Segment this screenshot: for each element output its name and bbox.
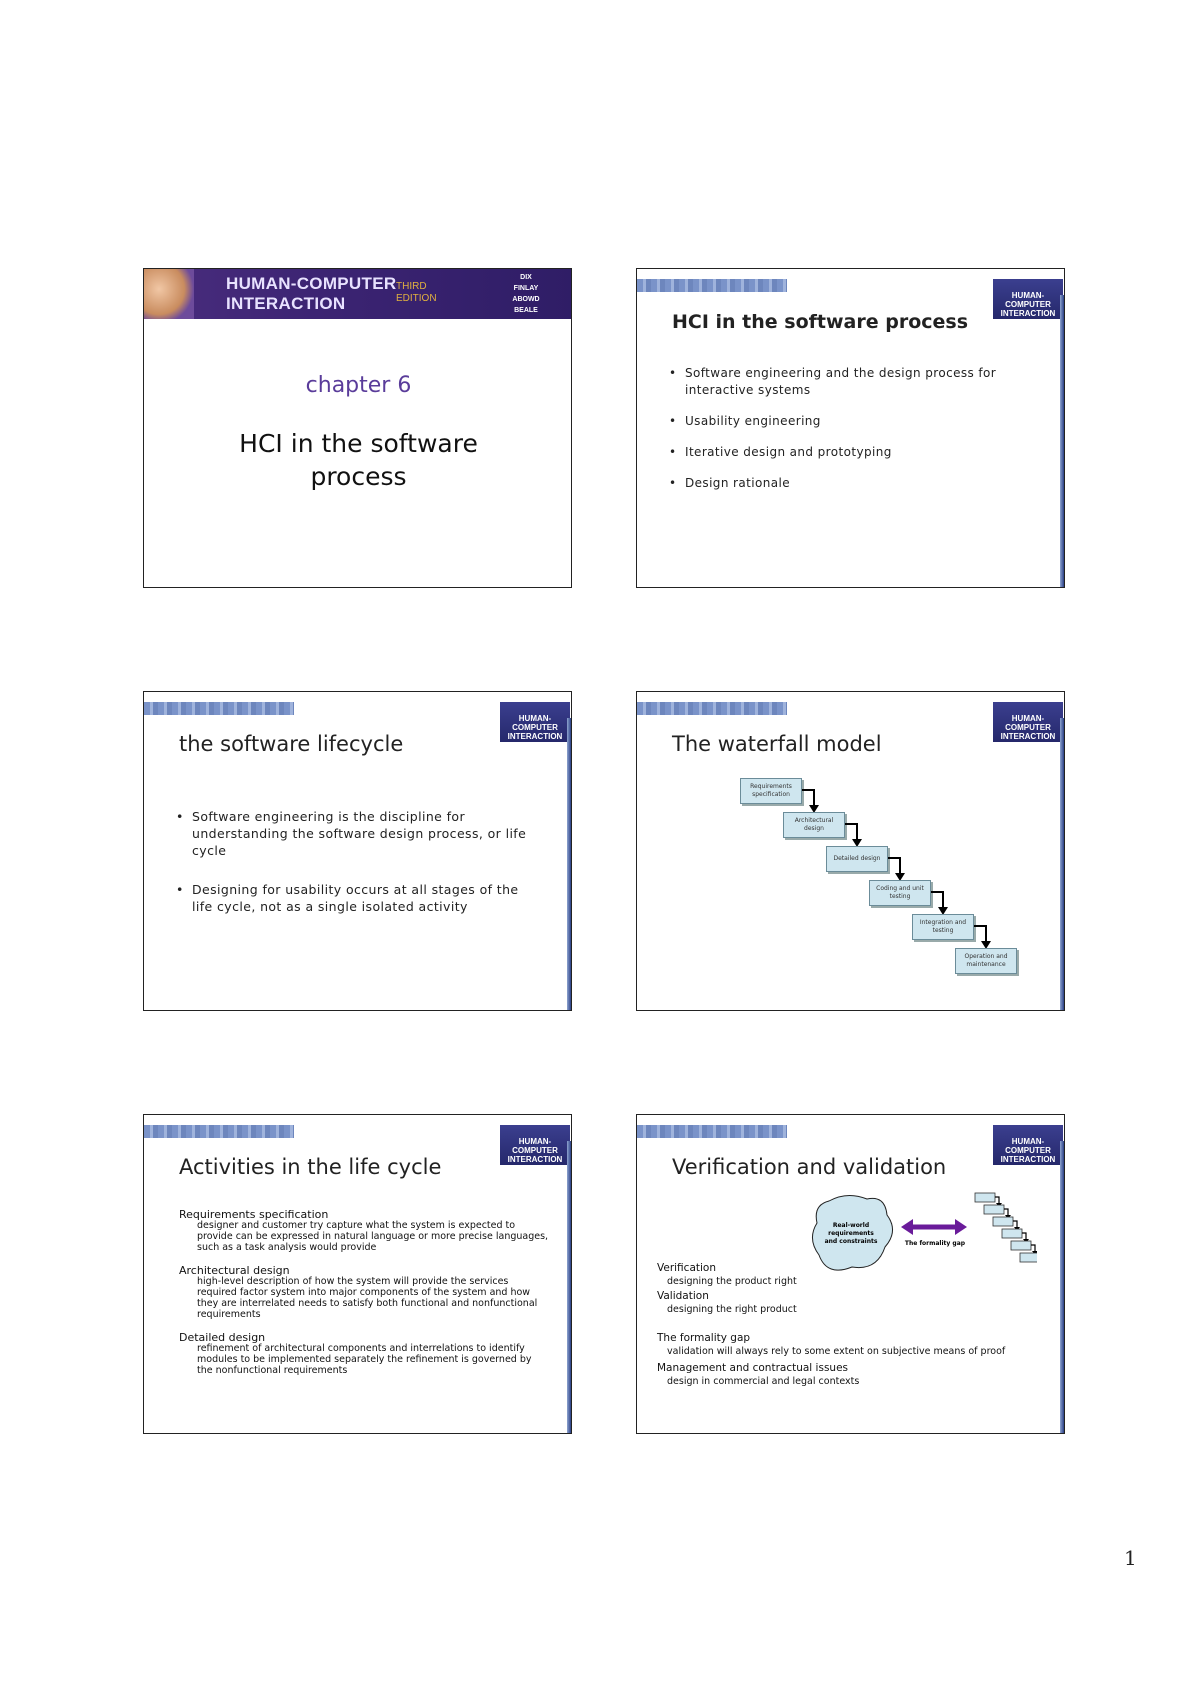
title-line-1: HCI in the software xyxy=(239,429,478,458)
bullet-list xyxy=(669,365,1029,506)
logo-line-2: INTERACTION xyxy=(507,1155,563,1164)
slide-overview xyxy=(636,268,1065,588)
section-body: high-level description of how the system will provide the services required factor system into major components of the system and how they are interrelated needs to satisfy both functional and nonfunctional requirements xyxy=(197,1276,538,1320)
hci-logo xyxy=(993,1125,1063,1165)
section-body: designer and customer try capture what the system is expected to provide can be expressed in natural language or more precise languages, such as a task analysis would provide xyxy=(197,1220,549,1253)
waterfall-step: Architectural design xyxy=(783,812,845,838)
item-body: validation will always rely to some extent on subjective means of proof xyxy=(667,1346,1006,1357)
slide-edge xyxy=(567,1141,571,1434)
banner-edition: THIRD EDITION xyxy=(396,281,437,304)
chapter-label: chapter 6 xyxy=(305,373,412,398)
header-stripe xyxy=(144,702,294,715)
mini-waterfall-step xyxy=(1011,1241,1031,1250)
section-heading: Detailed design xyxy=(179,1331,266,1344)
bullet-item: • Iterative design and prototyping xyxy=(669,444,1029,461)
hci-logo xyxy=(500,1125,570,1165)
bullet-list xyxy=(176,808,531,929)
section-body: refinement of architectural components and interrelations to identify modules to be implemented separately the refinement is governed by the nonfunctional requirements xyxy=(197,1343,532,1376)
mini-waterfall-step xyxy=(975,1193,995,1202)
hci-logo xyxy=(993,279,1063,319)
cloud-label: Real-world requirements and constraints xyxy=(824,1222,878,1245)
item-body: design in commercial and legal contexts xyxy=(667,1376,860,1387)
waterfall-step: Detailed design xyxy=(826,846,888,872)
item-heading: The formality gap xyxy=(657,1332,751,1344)
gap-arrow-right-head xyxy=(955,1219,967,1235)
item-heading: Validation xyxy=(657,1290,709,1302)
bullet-item: • Design rationale xyxy=(669,475,1029,492)
hci-logo xyxy=(500,702,570,742)
waterfall-step: Integration and testing xyxy=(912,914,974,940)
title-line-2: process xyxy=(310,462,407,491)
mini-waterfall-step xyxy=(984,1205,1004,1214)
gap-arrow-left-head xyxy=(901,1219,913,1235)
hci-logo xyxy=(993,702,1063,742)
bullet-item: • Software engineering and the design process for interactive systems xyxy=(669,365,1029,399)
logo-line-1: HUMAN-COMPUTER xyxy=(512,1137,558,1155)
logo-line-2: INTERACTION xyxy=(1000,732,1056,741)
slide-activities xyxy=(143,1114,572,1434)
logo-line-2: INTERACTION xyxy=(1000,1155,1056,1164)
bullet-item: • Software engineering is the discipline for understanding the software design process, or life cycle xyxy=(176,808,531,859)
slide-verification xyxy=(636,1114,1065,1434)
slide-edge xyxy=(1060,1141,1064,1434)
item-body: designing the right product xyxy=(667,1304,797,1315)
hand-logo-icon xyxy=(144,269,194,319)
slide-title: Activities in the life cycle xyxy=(179,1155,442,1179)
slide-title xyxy=(143,268,572,588)
item-heading: Management and contractual issues xyxy=(657,1362,848,1374)
waterfall-step: Operation and maintenance xyxy=(955,948,1017,974)
bullet-item: • Usability engineering xyxy=(669,413,1029,430)
slide-title: the software lifecycle xyxy=(179,732,404,756)
waterfall-step: Coding and unit testing xyxy=(869,880,931,906)
header-stripe xyxy=(637,702,787,715)
slide-lifecycle xyxy=(143,691,572,1011)
mini-waterfall xyxy=(975,1193,1037,1262)
slide-main-title xyxy=(144,427,572,493)
verification-list xyxy=(657,1260,1047,1388)
page-number: 1 xyxy=(1124,1546,1137,1570)
slide-edge xyxy=(1060,295,1064,588)
header-stripe xyxy=(637,1125,787,1138)
section-heading: Requirements specification xyxy=(179,1208,329,1221)
logo-line-1: HUMAN-COMPUTER xyxy=(1005,1137,1051,1155)
item-heading: Verification xyxy=(657,1262,716,1274)
slide-title: Verification and validation xyxy=(672,1155,947,1179)
logo-line-1: HUMAN-COMPUTER xyxy=(1005,714,1051,732)
logo-line-1: HUMAN-COMPUTER xyxy=(1005,291,1051,309)
logo-line-2: INTERACTION xyxy=(1000,309,1056,318)
mini-waterfall-step xyxy=(993,1217,1013,1226)
logo-line-1: HUMAN-COMPUTER xyxy=(512,714,558,732)
gap-label: The formality gap xyxy=(904,1240,966,1247)
slide-edge xyxy=(567,718,571,1011)
item-body: designing the product right xyxy=(667,1276,797,1287)
activities-list xyxy=(179,1209,549,1376)
banner-title: HUMAN-COMPUTER INTERACTION xyxy=(226,274,397,313)
slide-title: The waterfall model xyxy=(672,732,882,756)
slide-edge xyxy=(1060,718,1064,1011)
section-heading: Architectural design xyxy=(179,1264,290,1277)
mini-waterfall-step xyxy=(1002,1229,1022,1238)
header-stripe xyxy=(144,1125,294,1138)
logo-line-2: INTERACTION xyxy=(507,732,563,741)
banner-authors: DIX FINLAY ABOWD BEALE xyxy=(512,274,540,314)
slide-waterfall xyxy=(636,691,1065,1011)
header-stripe xyxy=(637,279,787,292)
waterfall-step: Requirements specification xyxy=(740,778,802,804)
bullet-item: • Designing for usability occurs at all stages of the life cycle, not as a single isolated activity xyxy=(176,881,531,915)
slide-title: HCI in the software process xyxy=(672,311,969,333)
book-banner xyxy=(144,269,572,319)
